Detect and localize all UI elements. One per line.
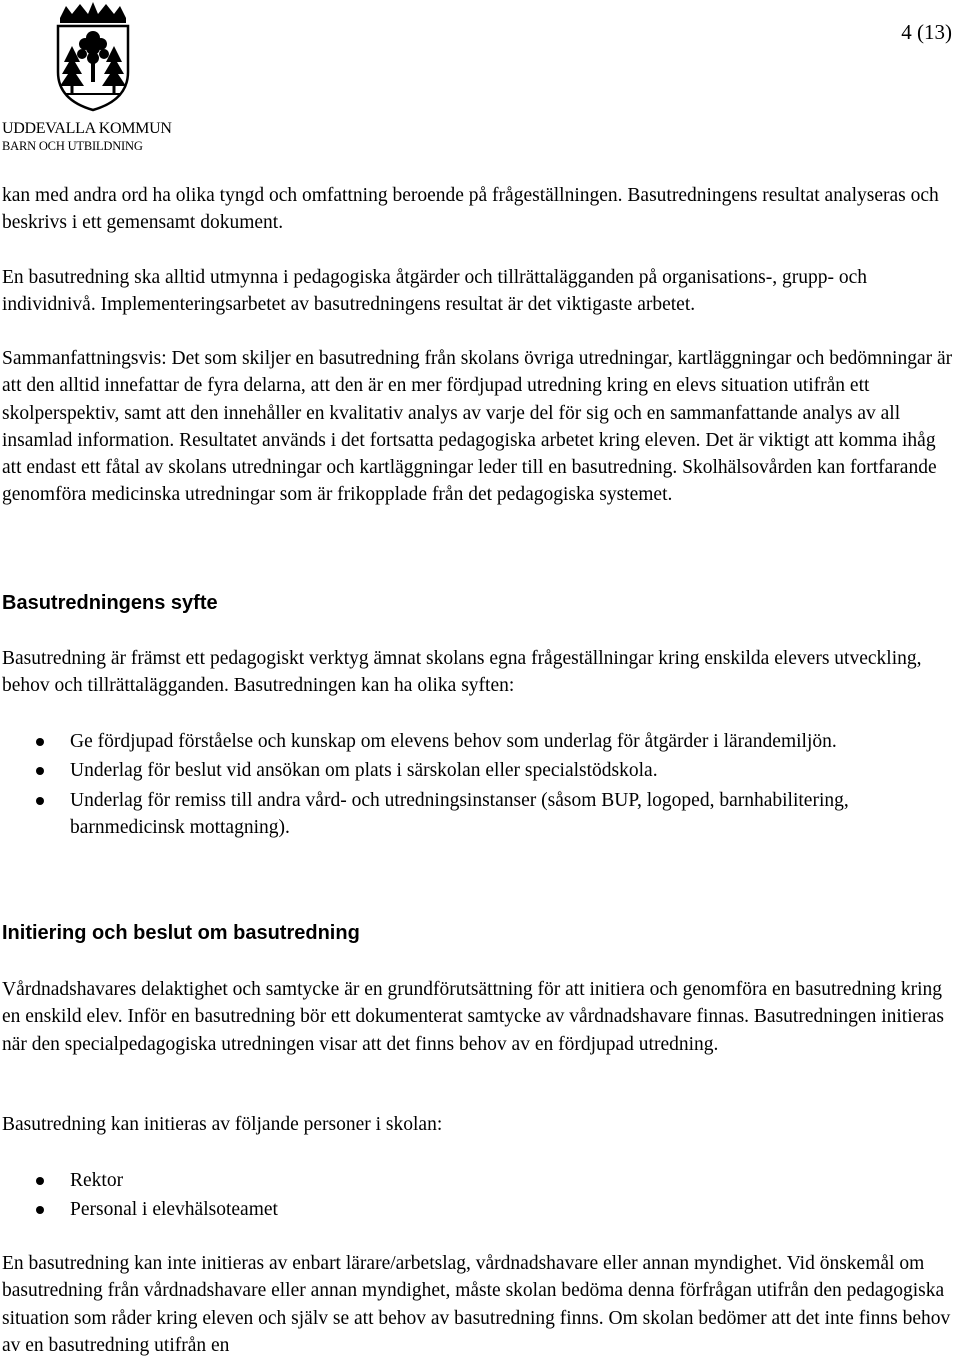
paragraph-1: kan med andra ord ha olika tyngd och omfattning beroende på frågeställningen. Basutredningens resultat analyseras och beskrivs i ett gemensamt dokument. [2, 185, 939, 234]
purpose-list [0, 728, 958, 843]
list-item-text: Personal i elevhälsoteamet [70, 1199, 278, 1221]
bullet-icon [36, 1177, 44, 1185]
paragraph-4: Basutredning är främst ett pedagogiskt verktyg ämnat skolans egna frågeställningar kring enskilda elevers utveckling, behov och tillrättalägganden. Basutredningen kan ha olika syften: [2, 648, 922, 697]
bullet-icon [36, 767, 44, 775]
page-number: 4 (13) [901, 20, 952, 44]
section-heading-purpose: Basutredningens syfte [2, 592, 218, 614]
list-item [0, 1167, 958, 1194]
list-item [0, 757, 958, 784]
initiator-list [0, 1167, 958, 1226]
list-item-text: Underlag för remiss till andra vård- och utredningsinstanser (såsom BUP, logoped, barnhabilitering, barnmedicinsk mottagning). [70, 789, 849, 838]
organization-name: UDDEVALLA KOMMUN [2, 120, 172, 137]
list-item [0, 1196, 958, 1223]
paragraph-5: Vårdnadshavares delaktighet och samtycke är en grundförutsättning för att initiera och genomföra en basutredning kring en enskild elev. Inför en basutredning bör ett dokumenterat samtycke av vårdnadshavare finnas. Basutredningen initieras när den specialpedagogiska utredningen visar att det finns behov av en fördjupad utredning. [2, 979, 945, 1055]
section-heading-initiation: Initiering och beslut om basutredning [2, 922, 360, 944]
list-item-text: Underlag för beslut vid ansökan om plats i särskolan eller specialstödskola. [70, 760, 658, 782]
municipal-crest-icon [50, 2, 136, 112]
list-item-text: Ge fördjupad förståelse och kunskap om elevens behov som underlag för åtgärder i lärandemiljön. [70, 731, 837, 752]
list-item-text: Rektor [70, 1170, 124, 1191]
bullet-icon [36, 1206, 44, 1214]
bullet-icon [36, 738, 44, 746]
paragraph-3: Sammanfattningsvis: Det som skiljer en basutredning från skolans övriga utredningar, kartläggningar och bedömningar är att den alltid innefattar de fyra delarna, att den är en mer fördjupad utredning kring en elevs situation utifrån ett skolperspektiv, samt att den innehåller en kvalitativ analys av varje del för sig och en sammanfattande analys av all insamlad information. Resultatet används i det fortsatta pedagogiska arbetet kring eleven. Det är viktigt att komma ihåg att endast ett fåtal av skolans utredningar och kartläggningar leder till en basutredning. Skolhälsovården kan fortfarande genomföra medicinska utredningar som är frikopplade från det pedagogiska systemet. [2, 348, 953, 506]
list-item [0, 787, 958, 842]
bullet-icon [36, 797, 44, 805]
list-item [0, 728, 958, 755]
paragraph-7: En basutredning kan inte initieras av enbart lärare/arbetslag, vårdnadshavare eller annan myndighet. Vid önskemål om basutredning från vårdnadshavare eller annan myndighet, måste skolan bedöma denna förfrågan utifrån den pedagogiska situation som råder kring eleven och själv se att behov av basutredning finns. Om skolan bedömer att det inte finns behov av en basutredning utifrån en [2, 1253, 951, 1356]
paragraph-6: Basutredning kan initieras av följande personer i skolan: [2, 1114, 443, 1135]
paragraph-2: En basutredning ska alltid utmynna i pedagogiska åtgärder och tillrättalägganden på organisations-, grupp- och individnivå. Implementeringsarbetet av basutredningens resultat är det viktigaste arbetet. [2, 267, 867, 316]
department-name: BARN OCH UTBILDNING [2, 139, 143, 153]
